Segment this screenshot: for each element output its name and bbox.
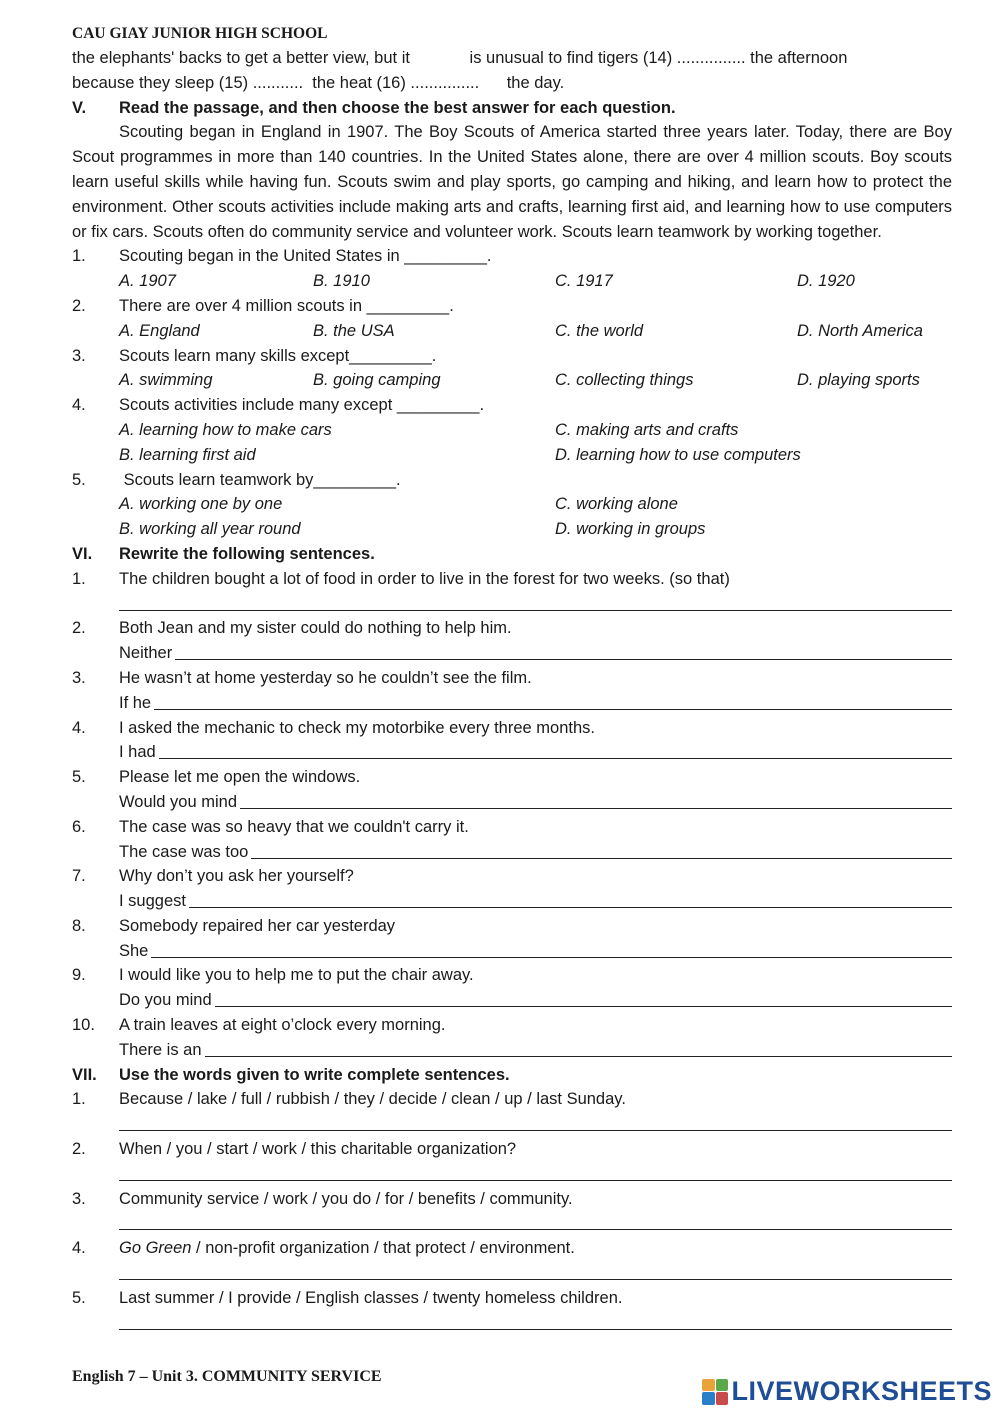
answer-line[interactable]: [119, 1112, 952, 1131]
answer-option[interactable]: A. learning how to make cars: [119, 420, 332, 439]
options-row: [72, 269, 952, 294]
answer-option[interactable]: C. making arts and crafts: [555, 420, 739, 439]
answer-option[interactable]: D. 1920: [797, 272, 855, 291]
rewrite-item: [72, 765, 952, 790]
worksheet-page: [72, 22, 952, 1335]
answer-line[interactable]: [119, 988, 952, 1007]
answer-prefix: Would you mind: [119, 790, 240, 815]
item-number: 10.: [72, 1016, 95, 1035]
answer-row: [72, 889, 952, 914]
item-words: Last summer / I provide / English classes / twenty homeless children.: [119, 1288, 623, 1307]
item-words: Because / lake / full / rubbish / they / decide / clean / up / last Sunday.: [119, 1090, 626, 1109]
answer-option[interactable]: A. 1907: [119, 272, 176, 291]
question-number: 4.: [72, 396, 86, 415]
answer-prefix: Neither: [119, 641, 175, 666]
answer-option[interactable]: D. North America: [797, 321, 923, 340]
rewrite-item: [72, 716, 952, 741]
item-italic-name: Go Green: [119, 1239, 192, 1258]
item-number: 8.: [72, 916, 86, 935]
answer-prefix: Do you mind: [119, 988, 215, 1013]
liveworksheets-icon: [702, 1379, 728, 1405]
answer-row: [72, 691, 952, 716]
item-number: 4.: [72, 1239, 86, 1258]
section-heading: [72, 1063, 952, 1088]
intro-line: because they sleep (15) ........... the heat (16) ............... the day.: [72, 73, 565, 92]
options-row: [72, 319, 952, 344]
question-text: There are over 4 million scouts in _________.: [119, 296, 454, 315]
answer-row: [72, 740, 952, 765]
section-title: Rewrite the following sentences.: [119, 544, 375, 563]
rewrite-item: [72, 914, 952, 939]
sentence-item: [72, 1236, 952, 1261]
item-sentence: Somebody repaired her car yesterday: [119, 916, 396, 935]
item-number: 2.: [72, 619, 86, 638]
answer-option[interactable]: A. swimming: [119, 371, 213, 390]
item-number: 1.: [72, 569, 86, 588]
options-row: [72, 517, 952, 542]
answer-option[interactable]: A. working one by one: [119, 495, 283, 514]
question-text: Scouts learn teamwork by_________.: [119, 470, 401, 489]
item-number: 2.: [72, 1140, 86, 1159]
answer-row: [72, 1261, 952, 1286]
section-number: V.: [72, 98, 87, 117]
item-number: 4.: [72, 718, 86, 737]
section-heading: [72, 542, 952, 567]
sentence-item: [72, 1137, 952, 1162]
question-text: Scouts activities include many except _________.: [119, 396, 485, 415]
answer-line[interactable]: [119, 1162, 952, 1181]
answer-prefix: I suggest: [119, 889, 189, 914]
section-number: VII.: [72, 1065, 97, 1084]
intro-line: the elephants' backs to get a better view, but it is unusual to find tigers (14) ............... the afternoon: [72, 49, 848, 67]
answer-prefix: The case was too: [119, 840, 251, 865]
answer-prefix: If he: [119, 691, 154, 716]
item-sentence: Why don’t you ask her yourself?: [119, 867, 354, 886]
item-number: 7.: [72, 867, 86, 886]
sentence-item: [72, 1087, 952, 1112]
answer-row: [72, 1211, 952, 1236]
section-number: VI.: [72, 544, 93, 563]
answer-option[interactable]: C. the world: [555, 321, 644, 340]
answer-option[interactable]: C. 1917: [555, 272, 613, 291]
answer-line[interactable]: [119, 1311, 952, 1330]
answer-row: [72, 1311, 952, 1336]
answer-line[interactable]: [119, 740, 952, 759]
options-row: [72, 443, 952, 468]
school-header: CAU GIAY JUNIOR HIGH SCHOOL: [72, 25, 328, 42]
brand-logo: [702, 1376, 992, 1407]
item-sentence: Both Jean and my sister could do nothing to help him.: [119, 619, 512, 638]
answer-line[interactable]: [119, 1038, 952, 1057]
item-number: 5.: [72, 1288, 86, 1307]
item-number: 3.: [72, 1189, 86, 1208]
sentence-item: [72, 1187, 952, 1212]
answer-line[interactable]: [119, 939, 952, 958]
answer-option[interactable]: D. learning how to use computers: [555, 445, 801, 464]
item-words: Community service / work / you do / for / benefits / community.: [119, 1189, 573, 1208]
question-number: 1.: [72, 247, 86, 266]
answer-option[interactable]: B. working all year round: [119, 520, 301, 539]
section-heading: [72, 96, 952, 121]
answer-row: [72, 790, 952, 815]
item-number: 6.: [72, 817, 86, 836]
answer-option[interactable]: B. the USA: [313, 321, 395, 340]
answer-line[interactable]: [119, 1261, 952, 1280]
question-row: [72, 344, 952, 369]
answer-row: [72, 592, 952, 617]
answer-option[interactable]: D. working in groups: [555, 520, 706, 539]
item-words-rest: / non-profit organization / that protect / environment.: [191, 1239, 575, 1258]
question-row: [72, 393, 952, 418]
answer-option[interactable]: B. 1910: [313, 272, 370, 291]
question-number: 3.: [72, 346, 86, 365]
options-row: [72, 418, 952, 443]
answer-line[interactable]: [119, 1211, 952, 1230]
rewrite-item: [72, 567, 952, 592]
item-number: 5.: [72, 768, 86, 787]
item-sentence: The children bought a lot of food in order to live in the forest for two weeks. (so that): [119, 569, 730, 588]
item-sentence: Please let me open the windows.: [119, 768, 361, 787]
options-row: [72, 368, 952, 393]
question-text: Scouting began in the United States in _________.: [119, 247, 492, 266]
rewrite-item: [72, 1013, 952, 1038]
item-number: 9.: [72, 966, 86, 985]
answer-prefix: There is an: [119, 1038, 205, 1063]
answer-line[interactable]: [119, 592, 952, 611]
question-row: [72, 468, 952, 493]
question-row: [72, 294, 952, 319]
item-sentence: He wasn’t at home yesterday so he couldn’t see the film.: [119, 668, 532, 687]
section-title: Read the passage, and then choose the best answer for each question.: [119, 98, 676, 117]
question-row: [72, 244, 952, 269]
answer-option[interactable]: B. learning first aid: [119, 445, 256, 464]
answer-prefix: I had: [119, 740, 159, 765]
item-sentence: I would like you to help me to put the chair away.: [119, 966, 474, 985]
answer-prefix: She: [119, 939, 151, 964]
rewrite-item: [72, 616, 952, 641]
question-number: 5.: [72, 470, 86, 489]
question-number: 2.: [72, 296, 86, 315]
answer-row: [72, 1162, 952, 1187]
item-words: When / you / start / work / this charitable organization?: [119, 1140, 517, 1159]
answer-row: [72, 840, 952, 865]
sentence-item: [72, 1286, 952, 1311]
item-sentence: The case was so heavy that we couldn't carry it.: [119, 817, 469, 836]
rewrite-item: [72, 666, 952, 691]
item-sentence: I asked the mechanic to check my motorbike every three months.: [119, 718, 595, 737]
footer-title: English 7 – Unit 3. COMMUNITY SERVICE: [72, 1368, 382, 1385]
item-sentence: A train leaves at eight o’clock every morning.: [119, 1016, 446, 1035]
options-row: [72, 492, 952, 517]
item-number: 1.: [72, 1090, 86, 1109]
answer-option[interactable]: B. going camping: [313, 371, 441, 390]
answer-row: [72, 1112, 952, 1137]
answer-line[interactable]: [119, 691, 952, 710]
item-number: 3.: [72, 668, 86, 687]
answer-option[interactable]: D. playing sports: [797, 371, 920, 390]
answer-row: [72, 1038, 952, 1063]
answer-option[interactable]: C. collecting things: [555, 371, 694, 390]
rewrite-item: [72, 963, 952, 988]
answer-row: [72, 641, 952, 666]
answer-option[interactable]: C. working alone: [555, 495, 678, 514]
question-text: Scouts learn many skills except_________.: [119, 346, 437, 365]
rewrite-item: [72, 864, 952, 889]
answer-option[interactable]: A. England: [119, 321, 200, 340]
answer-row: [72, 988, 952, 1013]
section-title: Use the words given to write complete sentences.: [119, 1065, 510, 1084]
answer-line[interactable]: [119, 889, 952, 908]
rewrite-item: [72, 815, 952, 840]
answer-line[interactable]: [119, 790, 952, 809]
reading-passage: Scouting began in England in 1907. The Boy Scouts of America started three years later. Today, there are Boy Scout programmes in more than 140 countries. In the United States alone, there are over 4 million scouts. Boy scouts learn useful skills while having fun. Scouts swim and play sports, go camping and hiking, and learn how to protect the environment. Other scouts activities include making arts and crafts, learning first aid, and learning how to use computers or fix cars. Scouts often do community service and volunteer work. Scouts learn teamwork by working together.: [72, 123, 952, 241]
brand-name: LIVEWORKSHEETS: [731, 1376, 992, 1406]
answer-line[interactable]: [119, 641, 952, 660]
item-words: [119, 1236, 575, 1261]
answer-row: [72, 939, 952, 964]
